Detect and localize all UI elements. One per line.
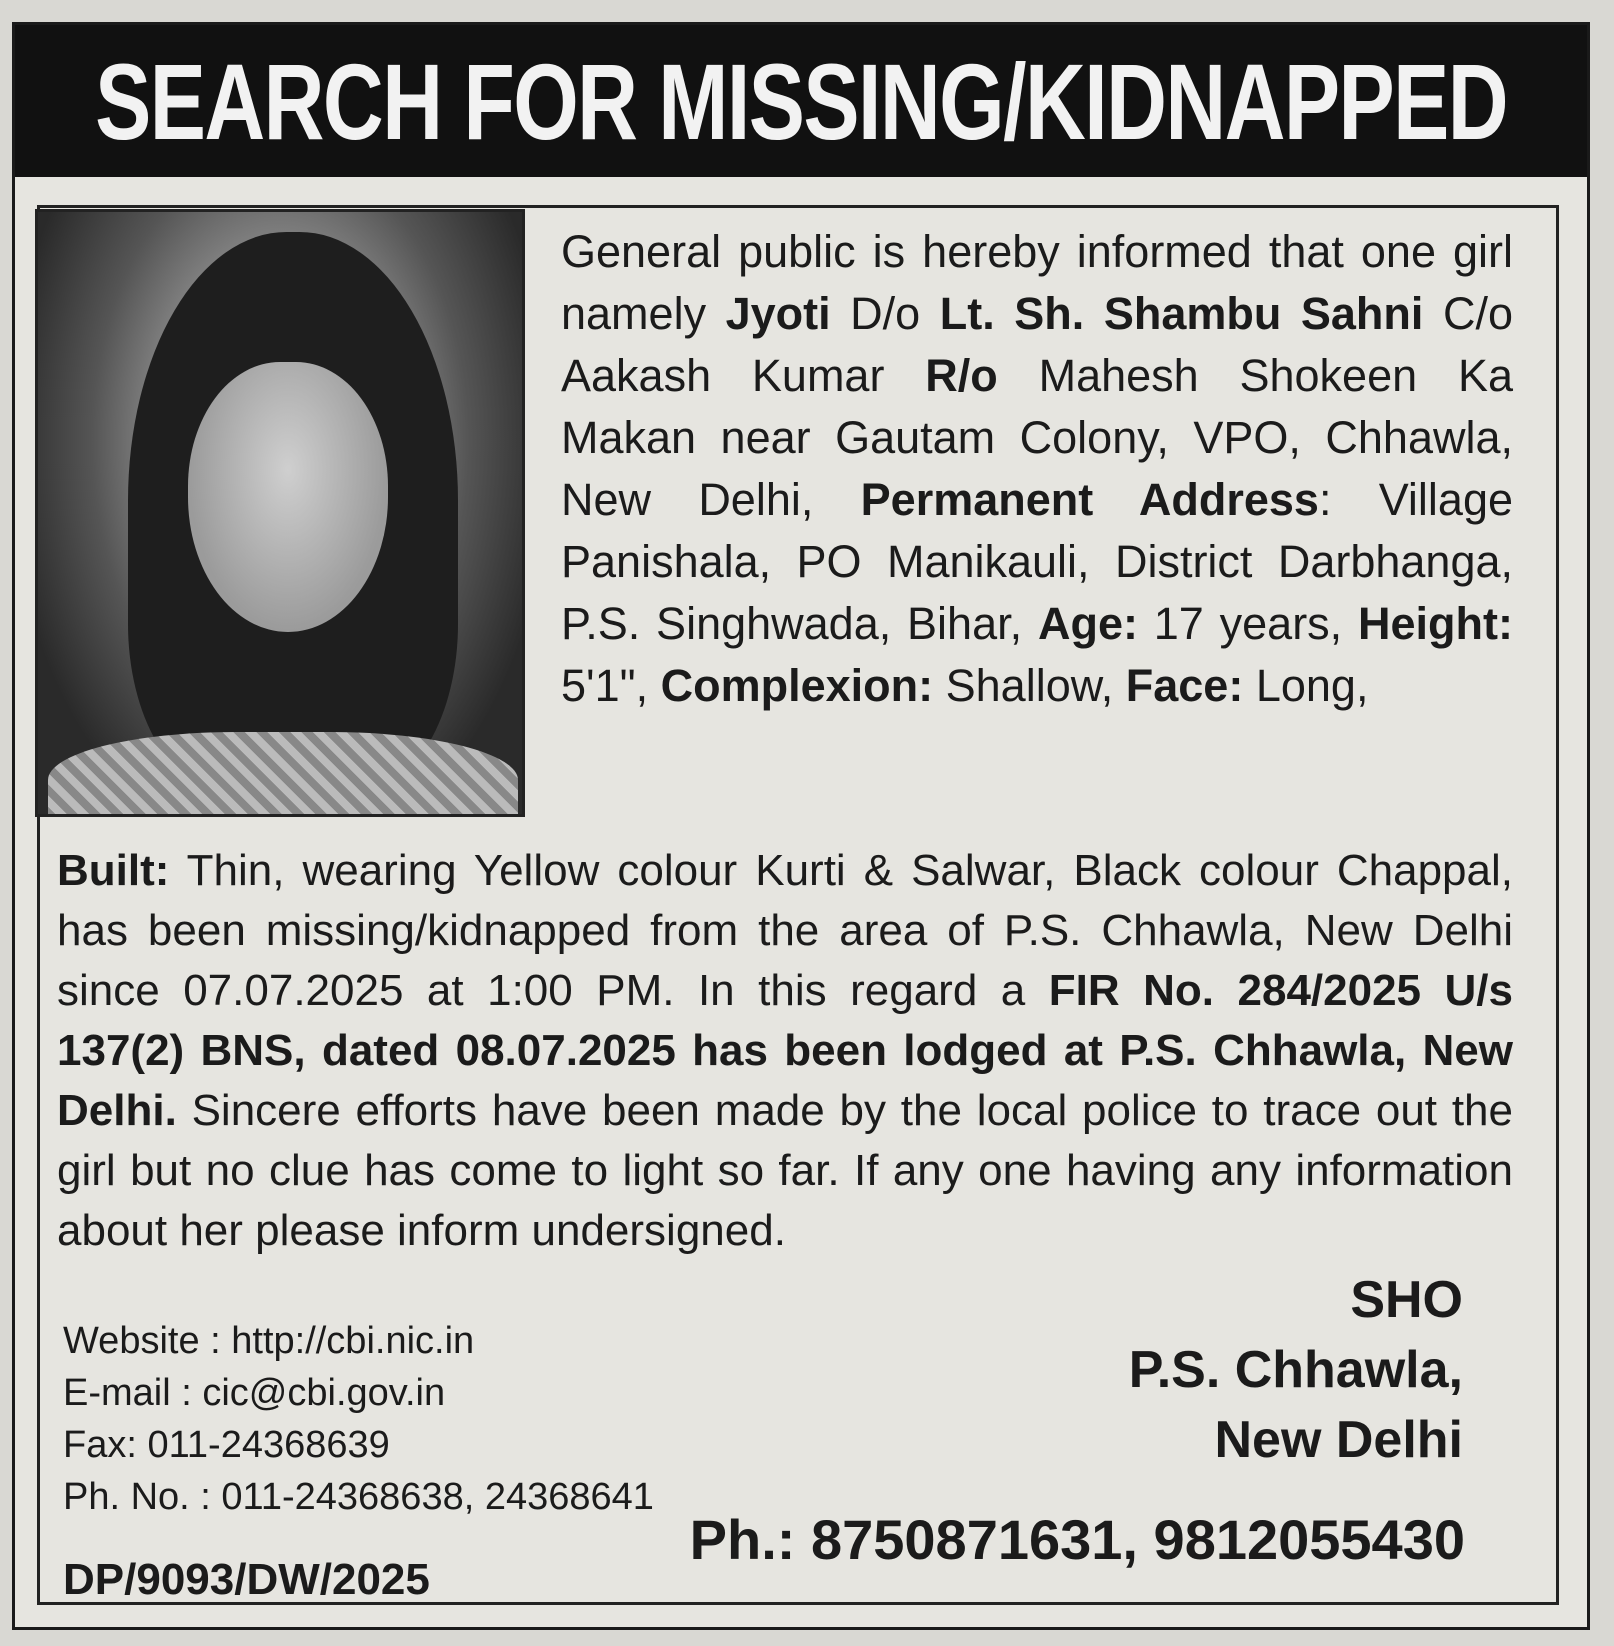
text-run: Height:	[1358, 598, 1513, 649]
headline-bar	[15, 25, 1587, 177]
fax-line: Fax: 011-24368639	[63, 1424, 390, 1466]
text-run: D/o	[830, 288, 940, 339]
signatory-station: P.S. Chhawla,	[1128, 1341, 1463, 1399]
text-run: Thin, wearing Yellow colour Kurti & Salwar, Black colour Chappal, has been missing/kidnapped from the area of P.S. Chhawla, New Delhi since 07.07.2025 at 1:00 PM. In this regard a	[57, 846, 1513, 1015]
text-run: 5'1",	[561, 660, 661, 711]
text-run: FIR No. 284/2025 U/s 137(2) BNS, dated 08.07.2025 has been lodged at P.S. Chhawla, New Delhi.	[57, 966, 1513, 1135]
phone-numbers-line: Ph. No. : 011-24368638, 24368641	[63, 1476, 654, 1518]
reference-number: DP/9093/DW/2025	[63, 1555, 430, 1604]
description-paragraph-full	[57, 841, 1513, 1261]
headline: SEARCH FOR MISSING/KIDNAPPED	[95, 40, 1507, 162]
text-run: R/o	[925, 350, 998, 401]
text-run: Permanent Address	[860, 474, 1319, 525]
photo-face	[188, 362, 388, 632]
signatory-city: New Delhi	[1214, 1411, 1463, 1469]
text-run: Built:	[57, 846, 170, 895]
text-run: Mahesh Shokeen Ka Makan near Gautam Colony, VPO, Chhawla, New Delhi,	[561, 350, 1513, 525]
police-phone-line: Ph.: 8750871631, 9812055430	[689, 1508, 1465, 1571]
missing-person-photo	[35, 209, 525, 817]
text-run: General public is hereby informed that one girl namely	[561, 226, 1513, 339]
missing-person-notice	[12, 22, 1590, 1630]
signatory-title: SHO	[1350, 1271, 1463, 1329]
text-run: 17 years,	[1137, 598, 1359, 649]
signatory-block	[1129, 1265, 1463, 1475]
text-run: C/o Aakash Kumar	[561, 288, 1513, 401]
text-run: Shallow,	[933, 660, 1126, 711]
text-run: Jyoti	[725, 288, 831, 339]
email-line: E-mail : cic@cbi.gov.in	[63, 1372, 446, 1414]
text-run: Complexion:	[660, 660, 934, 711]
text-run: Lt. Sh. Shambu Sahni	[939, 288, 1424, 339]
text-run: Sincere efforts have been made by the local police to trace out the girl but no clue has come to light so far. If any one having any information about her please inform undersigned.	[57, 1086, 1513, 1255]
photo-garment	[48, 732, 518, 817]
contact-details	[63, 1315, 654, 1523]
text-run: Face:	[1125, 660, 1244, 711]
text-run: Long,	[1243, 660, 1369, 711]
website-line: Website : http://cbi.nic.in	[63, 1320, 475, 1362]
description-paragraph-right	[561, 221, 1513, 717]
text-run: Age:	[1037, 598, 1138, 649]
text-run: : Village Panishala, PO Manikauli, District Darbhanga, P.S. Singhwada, Bihar,	[561, 474, 1514, 649]
